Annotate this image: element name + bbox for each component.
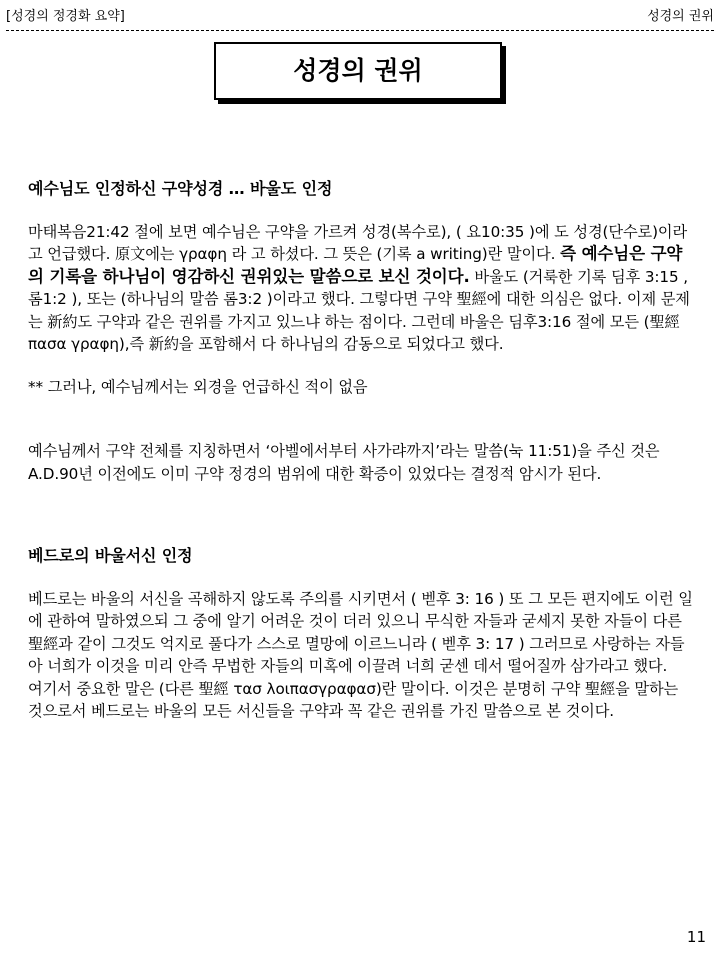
spacer bbox=[28, 201, 693, 221]
page-header bbox=[6, 4, 714, 31]
main-content bbox=[28, 178, 693, 723]
section1-note: ** 그러나, 예수님께서는 외경을 언급하신 적이 없음 bbox=[28, 377, 368, 396]
section1-paragraph-2: 예수님께서 구약 전체를 지칭하면서 ‘아벨에서부터 사가랴까지’라는 말씀(눅 11:51)을 주신 것은 A.D.90년 이전에도 이미 구약 정경의 범위에 대한 확증이 있었다는 결정적 암시가 된다. bbox=[28, 442, 660, 483]
spacer bbox=[28, 356, 693, 376]
section1-heading: 예수님도 인정하신 구약성경 … 바울도 인정 bbox=[28, 179, 333, 198]
spacer bbox=[28, 398, 693, 440]
section2-paragraph-2: 여기서 중요한 말은 (다른 聖經 τασ λοιπασγραφασ)란 말이다. 이것은 분명히 구약 聖經을 말하는 것으로서 베드로는 바울의 모든 서신들을 구약과 꼭 같은 권위를 가진 말씀으로 본 것이다. bbox=[28, 679, 679, 720]
section1-paragraph-emphasis: 즉 예수님은 구약의 기록을 하나님이 영감하신 권위있는 말씀으로 보신 것이다. bbox=[28, 244, 683, 286]
section1-paragraph-text-c: 바울도 (거룩한 기록 딤후 3:15 , 롬1:2 ), 또는 (하나님의 말씀 롬3:2 )이라고 했다. 그렇다면 구약 聖經에 대한 의심은 없다. 이제 문제는 新約도 구약과 같은 권위를 가지고 있느냐 하는 점이다. 그런데 바울은 딤후3:16 절에 모든 (聖經 πασα γραφη),즉 新約을 포함해서 다 하나님의 감동으로 되었다고 했다. bbox=[28, 267, 690, 353]
page-number: 11 bbox=[686, 928, 706, 946]
spacer bbox=[28, 485, 693, 545]
page-title: 성경의 권위 bbox=[214, 42, 502, 100]
header-section-title: 성경의 권위 bbox=[647, 9, 714, 24]
spacer bbox=[28, 568, 693, 588]
section2-paragraph-1: 베드로는 바울의 서신을 곡해하지 않도록 주의를 시키면서 ( 벧후 3: 16 ) 또 그 모든 편지에도 이런 일에 관하여 말하였으되 그 중에 알기 어려운 것이 더러 있으니 무식한 자들과 굳세지 못한 자들이 다른 聖經과 같이 그것도 억지로 풀다가 스스로 멸망에 이르느니라 ( 벧후 3: 17 ) 그러므로 사랑하는 자들아 너희가 이것을 미리 안즉 무법한 자들의 미혹에 이끌려 너희 굳센 데서 떨어질까 삼가라고 했다. bbox=[28, 589, 693, 675]
section1-paragraph-text-a: 마태복음21:42 절에 보면 예수님은 구약을 가르켜 성경(복수로), ( 요10:35 )에 도 성경(단수로)이라고 언급했다. 原文에는 γραφη 라 고 하셨다. 그 뜻은 (기록 a writing)란 말이다. bbox=[28, 222, 688, 263]
section2-heading: 베드로의 바울서신 인정 bbox=[28, 546, 193, 565]
header-document-title: [성경의 정경화 요약] bbox=[6, 9, 125, 24]
section1-paragraph bbox=[28, 221, 693, 356]
